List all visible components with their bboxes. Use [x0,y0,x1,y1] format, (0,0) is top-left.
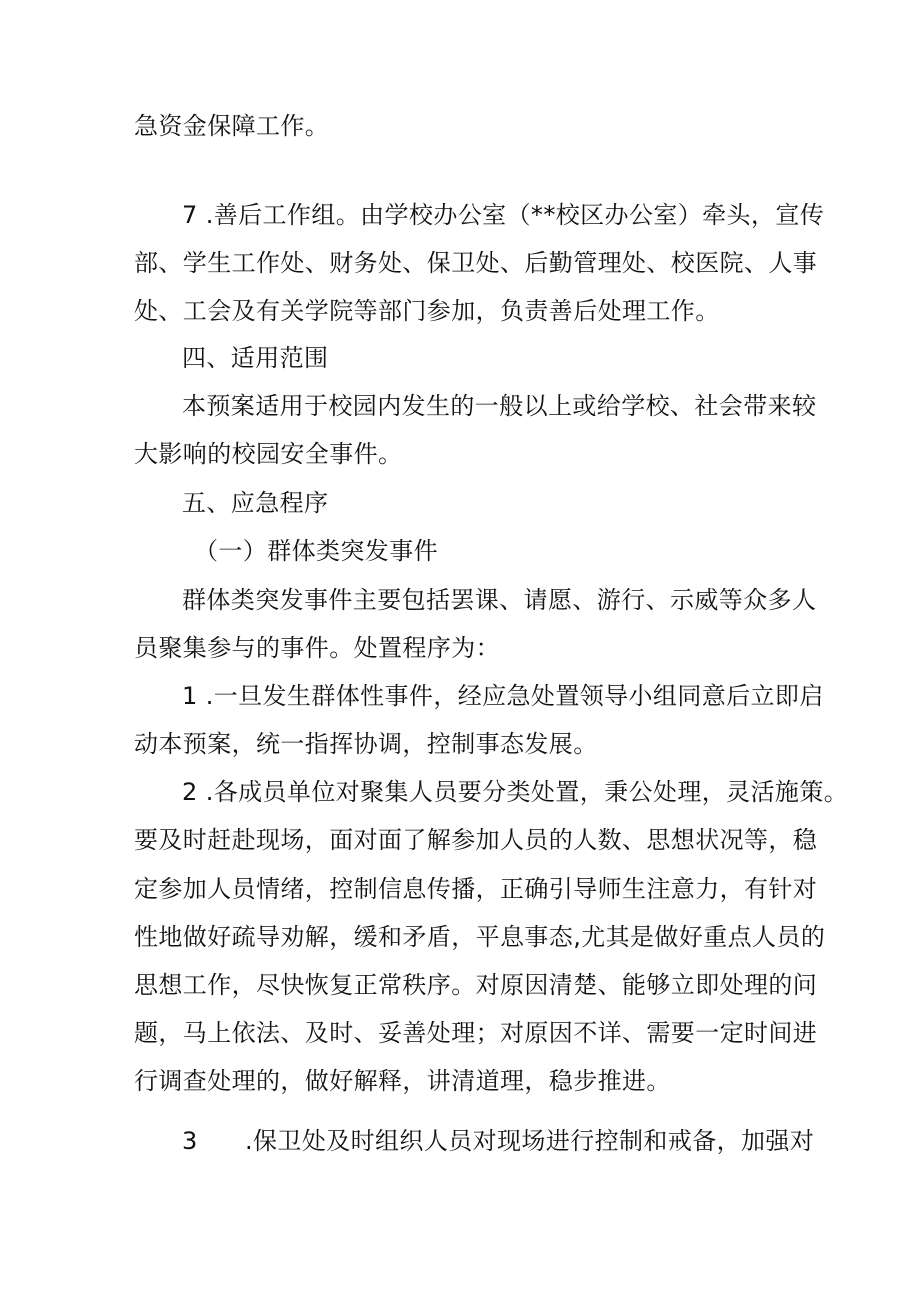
paragraph-line: 群体类突发事件主要包括罢课、请愿、游行、示威等众多人 [182,586,817,614]
section-heading: 五、应急程序 [182,489,329,517]
item-text: .保卫处及时组织人员对现场进行控制和戒备，加强对 [245,1127,815,1155]
numbered-item [182,1121,815,1161]
paragraph-line: 大影响的校园安全事件。 [134,440,403,468]
paragraph-line: 定参加人员情绪，控制信息传播，正确引导师生注意力，有针对 [134,875,818,903]
paragraph-line: 急资金保障工作。 [134,112,330,140]
paragraph-line: 思想工作，尽快恢复正常秩序。对原因清楚、能够立即处理的问 [134,971,818,999]
paragraph-line: 性地做好疏导劝解，缓和矛盾，平息事态,尤其是做好重点人员的 [134,923,826,951]
paragraph-line: 本预案适用于校园内发生的一般以上或给学校、社会带来较 [182,392,817,420]
section-heading: 四、适用范围 [182,344,329,372]
item-number: 3 [182,1127,198,1155]
subsection-heading: （一）群体类突发事件 [194,537,438,565]
paragraph-line: 2 .各成员单位对聚集人员要分类处置，秉公处理，灵活施策。 [182,778,849,806]
paragraph-line: 题，马上依法、及时、妥善处理；对原因不详、需要一定时间进 [134,1019,818,1047]
paragraph-line: 行调查处理的，做好解释，讲清道理，稳步推进。 [134,1067,671,1095]
paragraph-line: 动本预案，统一指挥协调，控制事态发展。 [134,730,598,758]
paragraph-line: 部、学生工作处、财务处、保卫处、后勤管理处、校医院、人事 [134,249,818,277]
paragraph-line: 员聚集参与的事件。处置程序为： [134,634,500,662]
paragraph-line: 处、工会及有关学院等部门参加，负责善后处理工作。 [134,297,720,325]
paragraph-line: 7 .善后工作组。由学校办公室（**校区办公室）牵头，宣传 [182,201,825,229]
paragraph-line: 要及时赶赴现场，面对面了解参加人员的人数、思想状况等，稳 [134,826,818,854]
paragraph-line: 1 .一旦发生群体性事件，经应急处置领导小组同意后立即启 [182,682,824,710]
